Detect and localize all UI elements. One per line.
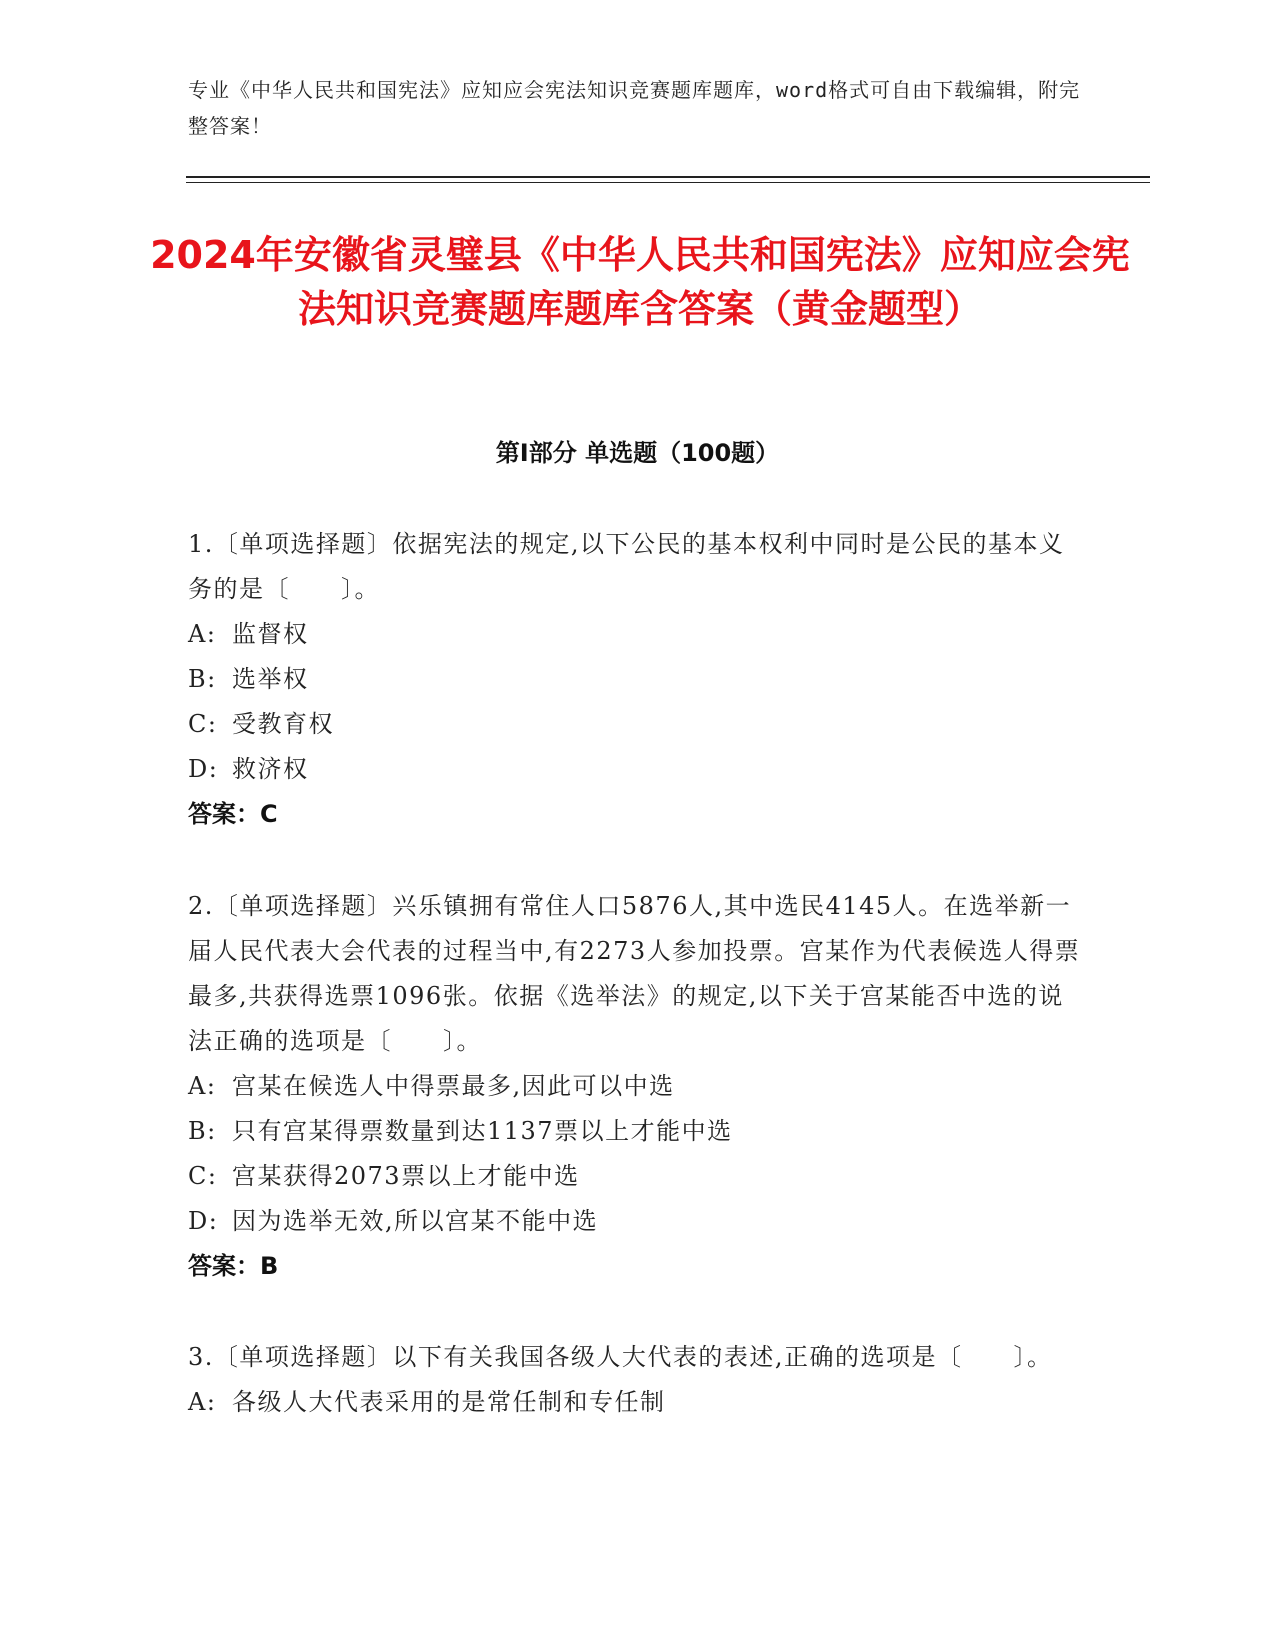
option-letter: A: xyxy=(188,1072,217,1100)
option-text: 救济权 xyxy=(232,755,309,783)
question-3 xyxy=(188,1335,1088,1425)
header-note: 专业《中华人民共和国宪法》应知应会宪法知识竞赛题库题库，word格式可自由下载编辑，附完整答案！ xyxy=(188,78,1081,138)
option-text: 选举权 xyxy=(232,665,309,693)
option-letter: C: xyxy=(188,710,218,738)
question-stem: 3.〔单项选择题〕以下有关我国各级人大代表的表述,正确的选项是〔 〕。 xyxy=(188,1343,1053,1371)
option-letter: B: xyxy=(188,1117,217,1145)
question-stem: 2.〔单项选择题〕兴乐镇拥有常住人口5876人,其中选民4145人。在选举新一届人民代表大会代表的过程当中,有2273人参加投票。宫某作为代表候选人得票最多,共获得选票1096张。依据《选举法》的规定,以下关于宫某能否中选的说法正确的选项是〔 〕。 xyxy=(188,892,1081,1055)
option-text: 各级人大代表采用的是常任制和专任制 xyxy=(232,1388,666,1416)
option-letter: D: xyxy=(188,1207,219,1235)
option-text: 只有宫某得票数量到达1137票以上才能中选 xyxy=(232,1117,733,1145)
option-text: 宫某在候选人中得票最多,因此可以中选 xyxy=(232,1072,675,1100)
option-b xyxy=(188,1109,1088,1154)
question-2 xyxy=(188,884,1088,1289)
option-text: 监督权 xyxy=(232,620,309,648)
option-b xyxy=(188,657,1088,702)
option-a xyxy=(188,1380,1088,1425)
option-d xyxy=(188,1199,1088,1244)
answer: 答案：C xyxy=(188,800,278,828)
answer: 答案：B xyxy=(188,1252,279,1280)
option-c xyxy=(188,702,1088,747)
option-text: 宫某获得2073票以上才能中选 xyxy=(232,1162,580,1190)
option-text: 因为选举无效,所以宫某不能中选 xyxy=(232,1207,599,1235)
option-letter: A: xyxy=(188,620,217,648)
option-letter: A: xyxy=(188,1388,217,1416)
option-d xyxy=(188,747,1088,792)
option-a xyxy=(188,612,1088,657)
option-a xyxy=(188,1064,1088,1109)
option-letter: C: xyxy=(188,1162,218,1190)
option-text: 受教育权 xyxy=(232,710,334,738)
header-divider-thick xyxy=(186,176,1150,178)
header-divider-thin xyxy=(186,182,1150,183)
question-1 xyxy=(188,522,1088,837)
question-stem: 1.〔单项选择题〕依据宪法的规定,以下公民的基本权利中同时是公民的基本义务的是〔 〕。 xyxy=(188,530,1065,603)
document-title: 2024年安徽省灵璧县《中华人民共和国宪法》应知应会宪法知识竞赛题库题库含答案（黄金题型） xyxy=(150,233,1130,331)
option-c xyxy=(188,1154,1088,1199)
section-title: 第I部分 单选题（100题） xyxy=(495,439,780,467)
option-letter: D: xyxy=(188,755,219,783)
option-letter: B: xyxy=(188,665,217,693)
